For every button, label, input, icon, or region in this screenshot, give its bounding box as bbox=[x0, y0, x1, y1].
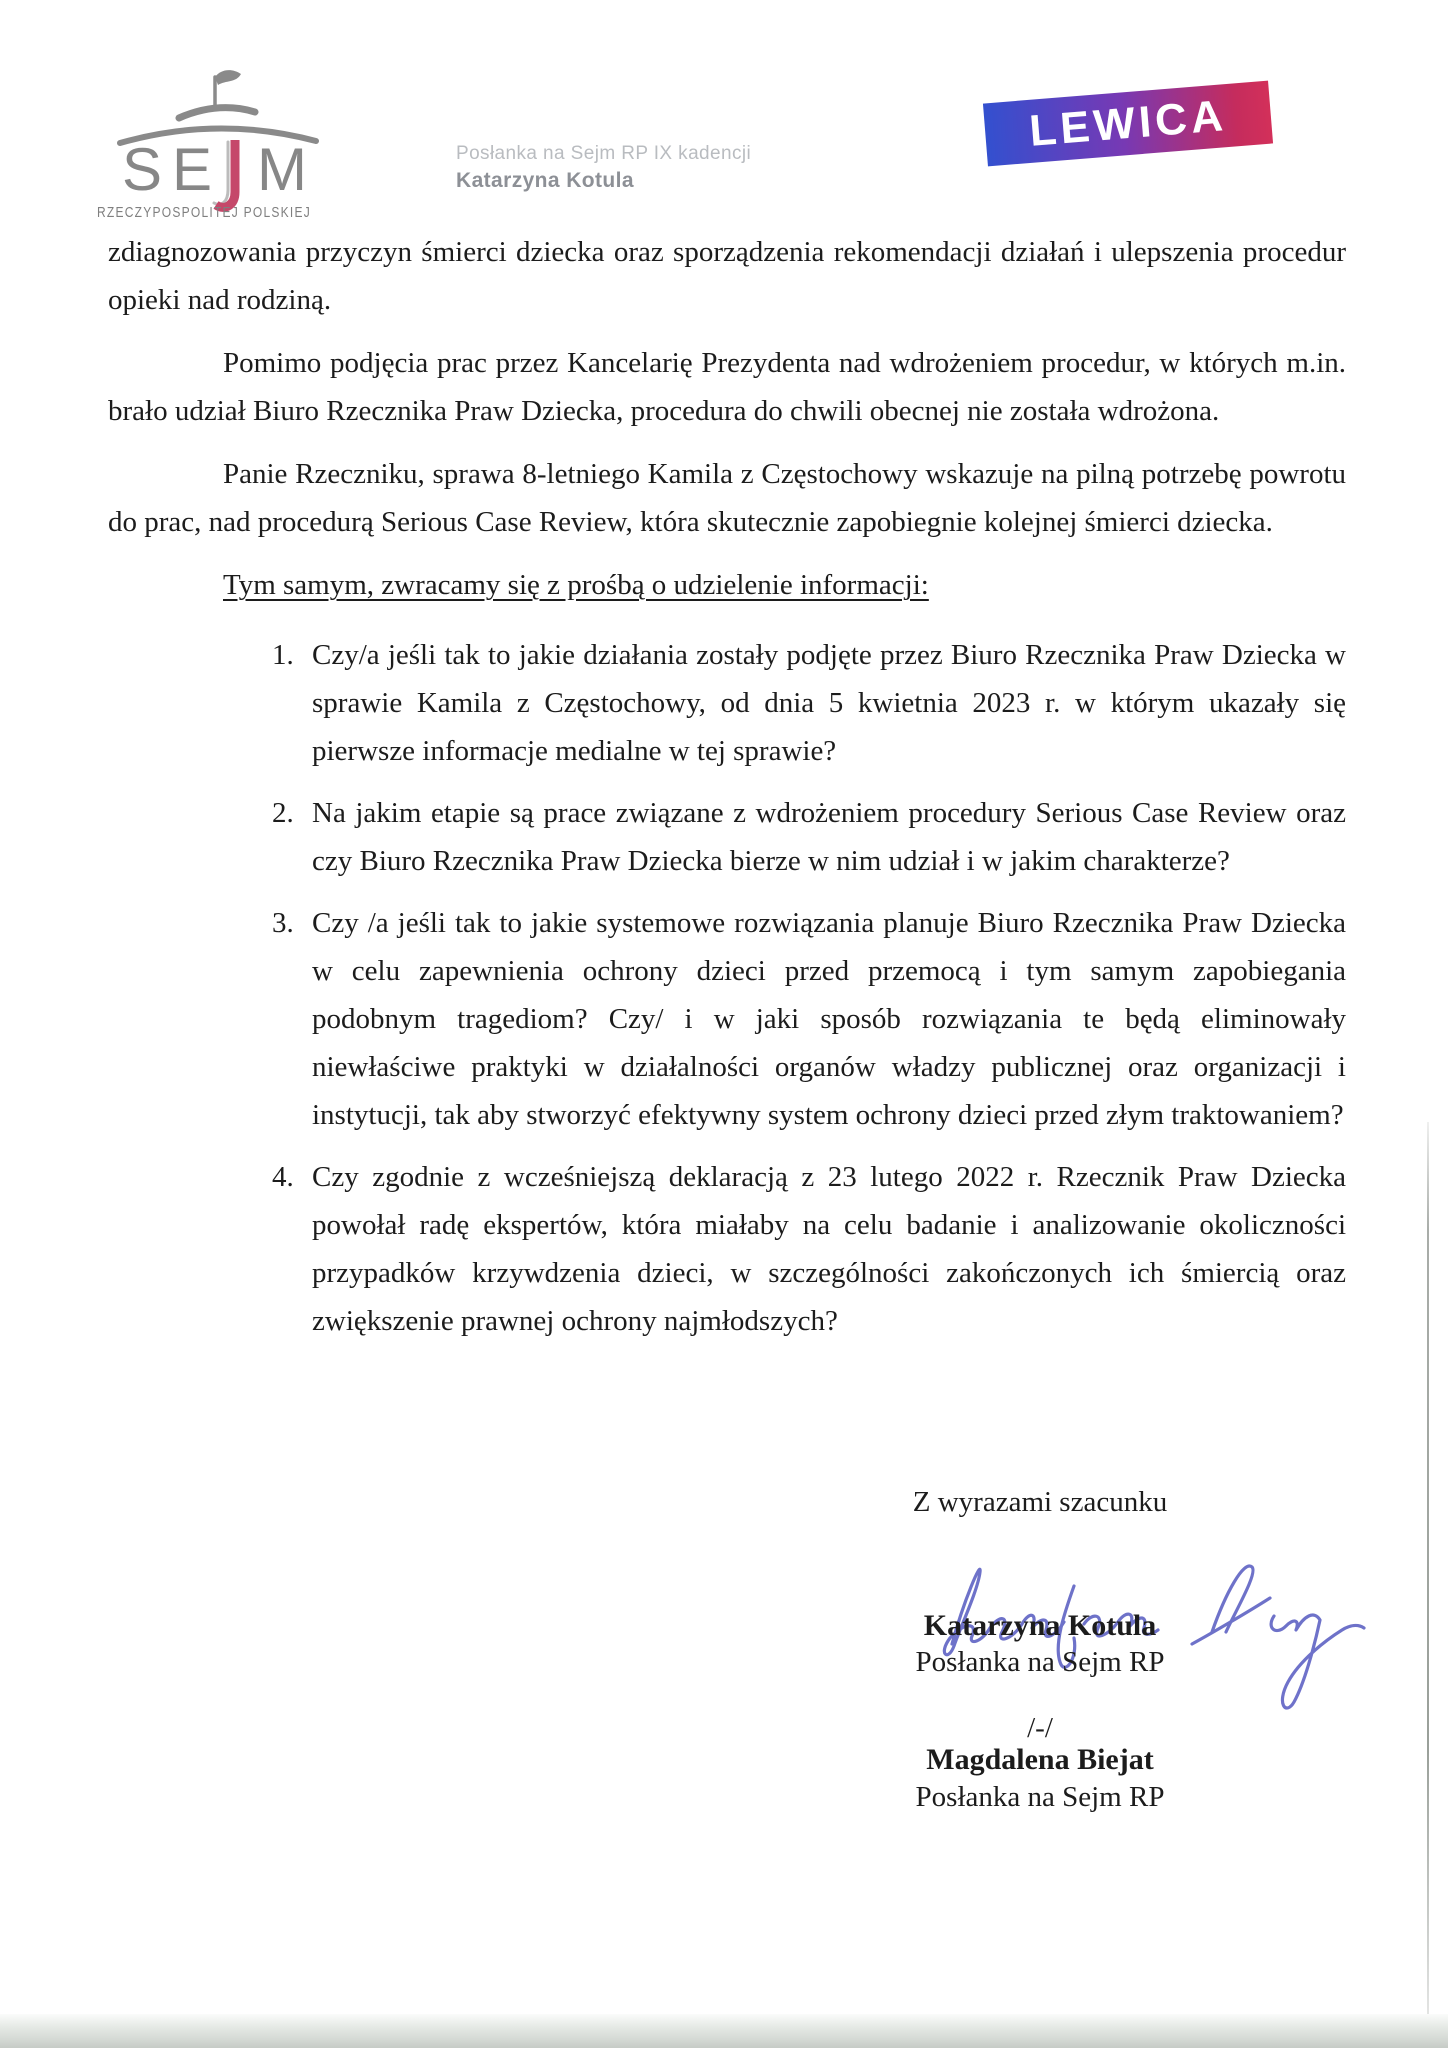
list-item-number: 1. bbox=[272, 639, 294, 671]
paragraph-panie-rzeczniku: Panie Rzeczniku, sprawa 8-letniego Kamila z Częstochowy wskazuje na pilną potrzebę powrotu do prac, nad procedurą Serious Case Review, która skutecznie zapobiegnie kolejnej śmierci dziecka. bbox=[108, 458, 1346, 538]
paragraph-pomimo: Pomimo podjęcia prac przez Kancelarię Prezydenta nad wdrożeniem procedur, w których m.in. brało udział Biuro Rzecznika Praw Dziecka, procedura do chwili obecnej nie została wdrożona. bbox=[108, 347, 1346, 427]
list-item-text: Czy zgodnie z wcześniejszą deklaracją z 23 lutego 2022 r. Rzecznik Praw Dziecka powołał radę ekspertów, która miałaby na celu badanie i analizowanie okoliczności przypadków krzywdzenia dzieci, w szczególności zakończonych ich śmiercią oraz zwiększenie prawnej ochrony najmłodszych? bbox=[312, 1161, 1346, 1337]
paragraph-request-heading: Tym samym, zwracamy się z prośbą o udzielenie informacji: bbox=[223, 569, 929, 601]
list-item-1 bbox=[272, 631, 1346, 775]
sejm-dome-top-arc bbox=[179, 108, 255, 118]
list-item-text: Czy /a jeśli tak to jakie systemowe rozwiązania planuje Biuro Rzecznika Praw Dziecka w celu zapewnienia ochrony dzieci przed przemocą i tym samym zapobiegania podobnym tragediom? Czy/ i w jaki sposób rozwiązania te będą eliminowały niewłaściwe praktyki w działalności organów władzy publicznej oraz organizacji i instytucji, tak aby stworzyć efektywny system ochrony dzieci przed złym traktowaniem? bbox=[312, 907, 1346, 1131]
signer-title-1: Posłanka na Sejm RP bbox=[915, 1646, 1165, 1678]
sejm-caption: RZECZYPOSPOLITEJ POLSKIEJ bbox=[97, 205, 311, 221]
paragraph-continuation: zdiagnozowania przyczyn śmierci dziecka oraz sporządzenia rekomendacji działań i ulepszenia procedur opieki nad rodziną. bbox=[108, 236, 1346, 316]
scan-page-edge-line bbox=[1427, 1122, 1429, 2020]
list-item-2 bbox=[272, 789, 1346, 885]
signer-name-2: Magdalena Biejat bbox=[926, 1743, 1154, 1776]
list-item-3 bbox=[272, 899, 1346, 1139]
list-item-4 bbox=[272, 1153, 1346, 1345]
header-deputy-block bbox=[456, 141, 751, 194]
list-item-text: Na jakim etapie są prace związane z wdrożeniem procedury Serious Case Review oraz czy Biuro Rzecznika Praw Dziecka bierze w nim udział i w jakim charakterze? bbox=[312, 797, 1346, 877]
list-item-number: 3. bbox=[272, 907, 294, 939]
sejm-letter-s: S bbox=[122, 136, 163, 203]
scan-bottom-shadow bbox=[0, 2014, 1448, 2048]
sejm-letter-j-shadow bbox=[214, 142, 228, 204]
lewica-logo bbox=[983, 81, 1273, 167]
sejm-logo bbox=[92, 62, 352, 222]
sejm-letter-e: E bbox=[172, 136, 213, 203]
list-item-number: 4. bbox=[272, 1161, 294, 1193]
sejm-letter-m: M bbox=[257, 136, 307, 203]
letter-body bbox=[108, 228, 1346, 1359]
signature-mark: /-/ bbox=[1027, 1712, 1053, 1744]
signer-name-1: Katarzyna Kotula bbox=[923, 1609, 1157, 1642]
signer-title-2: Posłanka na Sejm RP bbox=[915, 1781, 1165, 1813]
sejm-flag-icon bbox=[215, 70, 241, 108]
closing-salutation: Z wyrazami szacunku bbox=[912, 1486, 1168, 1518]
list-item-number: 2. bbox=[272, 797, 294, 829]
lewica-logo-label: LEWICA bbox=[1027, 90, 1229, 156]
deputy-name-line: Katarzyna Kotula bbox=[456, 169, 634, 192]
questions-list bbox=[108, 631, 1346, 1345]
deputy-role-line: Posłanka na Sejm RP IX kadencji bbox=[456, 143, 752, 164]
list-item-text: Czy/a jeśli tak to jakie działania zostały podjęte przez Biuro Rzecznika Praw Dziecka w sprawie Kamila z Częstochowy, od dnia 5 kwietnia 2023 r. w którym ukazały się pierwsze informacje medialne w tej sprawie? bbox=[312, 639, 1346, 767]
